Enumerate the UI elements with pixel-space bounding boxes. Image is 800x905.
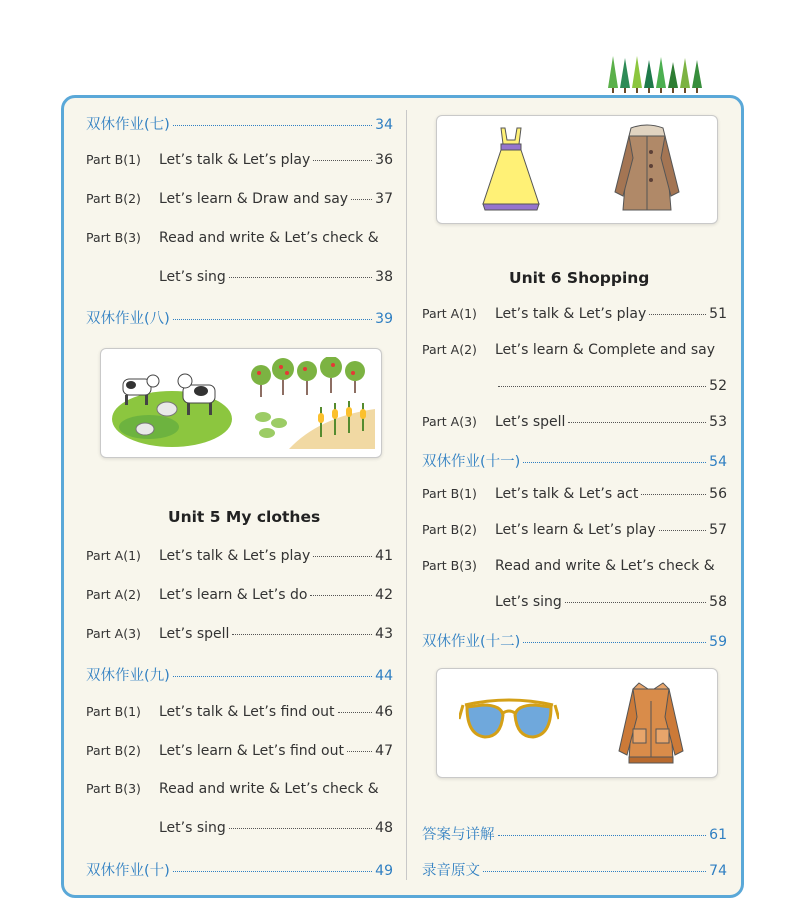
toc-entry[interactable]	[422, 414, 727, 434]
toc-entry[interactable]	[422, 522, 727, 542]
toc-page: 54	[709, 454, 727, 470]
toc-label: 双休作业(八)	[86, 311, 170, 327]
toc-label: Let’s learn & Complete and say	[495, 342, 716, 358]
toc-label: Let’s learn & Let’s find out	[159, 743, 344, 759]
dot-leader	[483, 871, 706, 872]
yellow-dress-image	[473, 124, 549, 216]
toc-part: Part A(3)	[86, 626, 141, 641]
brown-jacket-image	[611, 677, 691, 771]
dot-leader	[229, 277, 372, 278]
dot-leader	[649, 314, 706, 315]
toc-page: 42	[375, 587, 393, 603]
toc-entry-weekend-8[interactable]	[86, 307, 393, 327]
orchard-garden-image	[249, 357, 375, 449]
toc-entry-continued[interactable]	[495, 594, 727, 614]
pine-trees-icon	[607, 54, 707, 94]
toc-entry[interactable]	[422, 342, 727, 362]
toc-entry[interactable]	[422, 486, 727, 506]
toc-page: 41	[375, 548, 393, 564]
toc-part: Part A(3)	[422, 414, 477, 429]
toc-page: 58	[709, 594, 727, 610]
toc-entry-answers[interactable]	[422, 823, 727, 843]
dot-leader	[347, 751, 372, 752]
unit-6-title: Unit 6 Shopping	[509, 269, 650, 287]
toc-page: 44	[375, 668, 393, 684]
dot-leader	[351, 199, 372, 200]
toc-part: Part B(1)	[86, 704, 141, 719]
toc-label: Read and write & Let’s check &	[159, 781, 379, 797]
toc-page: 51	[709, 306, 727, 322]
toc-part: Part B(1)	[86, 152, 141, 167]
toc-part: Part A(2)	[422, 342, 477, 357]
toc-entry[interactable]	[86, 781, 393, 801]
dot-leader	[232, 634, 372, 635]
dot-leader	[659, 530, 707, 531]
toc-label: 双休作业(十)	[86, 863, 170, 879]
toc-part: Part A(1)	[86, 548, 141, 563]
toc-label: 录音原文	[422, 863, 480, 879]
toc-entry[interactable]	[86, 743, 393, 763]
toc-label: Let’s spell	[495, 414, 566, 430]
toc-page: 34	[375, 117, 393, 133]
toc-label: Read and write & Let’s check &	[159, 230, 379, 246]
toc-entry-weekend-9[interactable]	[86, 664, 393, 684]
toc-part: Part B(3)	[86, 230, 141, 245]
toc-page: 38	[375, 269, 393, 285]
illustration-glasses-jacket	[436, 668, 718, 778]
toc-entry[interactable]	[422, 558, 727, 578]
dot-leader	[173, 319, 372, 320]
toc-entry[interactable]	[86, 587, 393, 607]
toc-page: 56	[709, 486, 727, 502]
toc-label: Let’s talk & Let’s find out	[159, 704, 335, 720]
toc-entry[interactable]	[422, 306, 727, 326]
toc-entry-weekend-10[interactable]	[86, 859, 393, 879]
toc-page: 39	[375, 311, 393, 327]
toc-page: 52	[709, 378, 727, 394]
dot-leader	[313, 160, 372, 161]
toc-label: Let’s sing	[159, 820, 226, 836]
sunglasses-image	[459, 691, 559, 753]
toc-label: Let’s sing	[495, 594, 562, 610]
toc-label: 双休作业(九)	[86, 668, 170, 684]
toc-entry-weekend-12[interactable]	[422, 630, 727, 650]
toc-label: 双休作业(十二)	[422, 634, 521, 650]
toc-page: 59	[709, 634, 727, 650]
toc-part: Part A(2)	[86, 587, 141, 602]
toc-part: Part B(3)	[86, 781, 141, 796]
toc-label: Let’s sing	[159, 269, 226, 285]
toc-label: Let’s talk & Let’s play	[495, 306, 647, 322]
toc-page: 61	[709, 827, 727, 843]
toc-entry-weekend-7[interactable]	[86, 113, 393, 133]
toc-entry[interactable]	[86, 626, 393, 646]
toc-label: 双休作业(七)	[86, 117, 170, 133]
toc-label: Let’s talk & Let’s act	[495, 486, 639, 502]
dot-leader	[173, 676, 372, 677]
dot-leader	[498, 835, 707, 836]
dot-leader	[498, 386, 706, 387]
toc-entry-transcripts[interactable]	[422, 859, 727, 879]
toc-label: 答案与详解	[422, 827, 495, 843]
toc-page: 37	[375, 191, 393, 207]
toc-entry-weekend-11[interactable]	[422, 450, 727, 470]
toc-entry[interactable]	[86, 191, 393, 211]
cows-on-grass-image	[109, 357, 235, 449]
dot-leader	[568, 422, 706, 423]
toc-page: 47	[375, 743, 393, 759]
toc-part: Part B(3)	[422, 558, 477, 573]
toc-entry[interactable]	[86, 230, 393, 250]
toc-label: Let’s learn & Draw and say	[159, 191, 349, 207]
unit-5-title: Unit 5 My clothes	[168, 508, 321, 526]
toc-part: Part B(2)	[422, 522, 477, 537]
dot-leader	[313, 556, 372, 557]
toc-page: 48	[375, 820, 393, 836]
toc-part: Part B(2)	[86, 743, 141, 758]
toc-page: 43	[375, 626, 393, 642]
toc-label: Let’s learn & Let’s play	[495, 522, 656, 538]
toc-page: 74	[709, 863, 727, 879]
dot-leader	[173, 125, 372, 126]
toc-page: 46	[375, 704, 393, 720]
dot-leader	[523, 462, 706, 463]
toc-part: Part B(1)	[422, 486, 477, 501]
toc-entry[interactable]	[86, 152, 393, 172]
toc-entry[interactable]	[86, 548, 393, 568]
dot-leader	[173, 871, 372, 872]
toc-entry[interactable]	[86, 704, 393, 724]
toc-label: Let’s talk & Let’s play	[159, 152, 311, 168]
illustration-dress-coat	[436, 115, 718, 224]
toc-entry-continued[interactable]	[495, 378, 727, 398]
column-divider	[406, 110, 407, 880]
toc-label: Let’s spell	[159, 626, 230, 642]
toc-entry-continued[interactable]	[159, 269, 393, 289]
dot-leader	[565, 602, 706, 603]
toc-page: 57	[709, 522, 727, 538]
illustration-farm	[100, 348, 382, 458]
dot-leader	[229, 828, 372, 829]
dot-leader	[523, 642, 706, 643]
toc-entry-continued[interactable]	[159, 820, 393, 840]
toc-label: 双休作业(十一)	[422, 454, 521, 470]
toc-label: Let’s talk & Let’s play	[159, 548, 311, 564]
toc-part: Part A(1)	[422, 306, 477, 321]
toc-page: 53	[709, 414, 727, 430]
toc-page: 36	[375, 152, 393, 168]
brown-coat-image	[607, 122, 687, 216]
dot-leader	[310, 595, 372, 596]
toc-label: Read and write & Let’s check &	[495, 558, 715, 574]
toc-label: Let’s learn & Let’s do	[159, 587, 308, 603]
dot-leader	[641, 494, 706, 495]
toc-part: Part B(2)	[86, 191, 141, 206]
toc-page: 49	[375, 863, 393, 879]
dot-leader	[338, 712, 373, 713]
